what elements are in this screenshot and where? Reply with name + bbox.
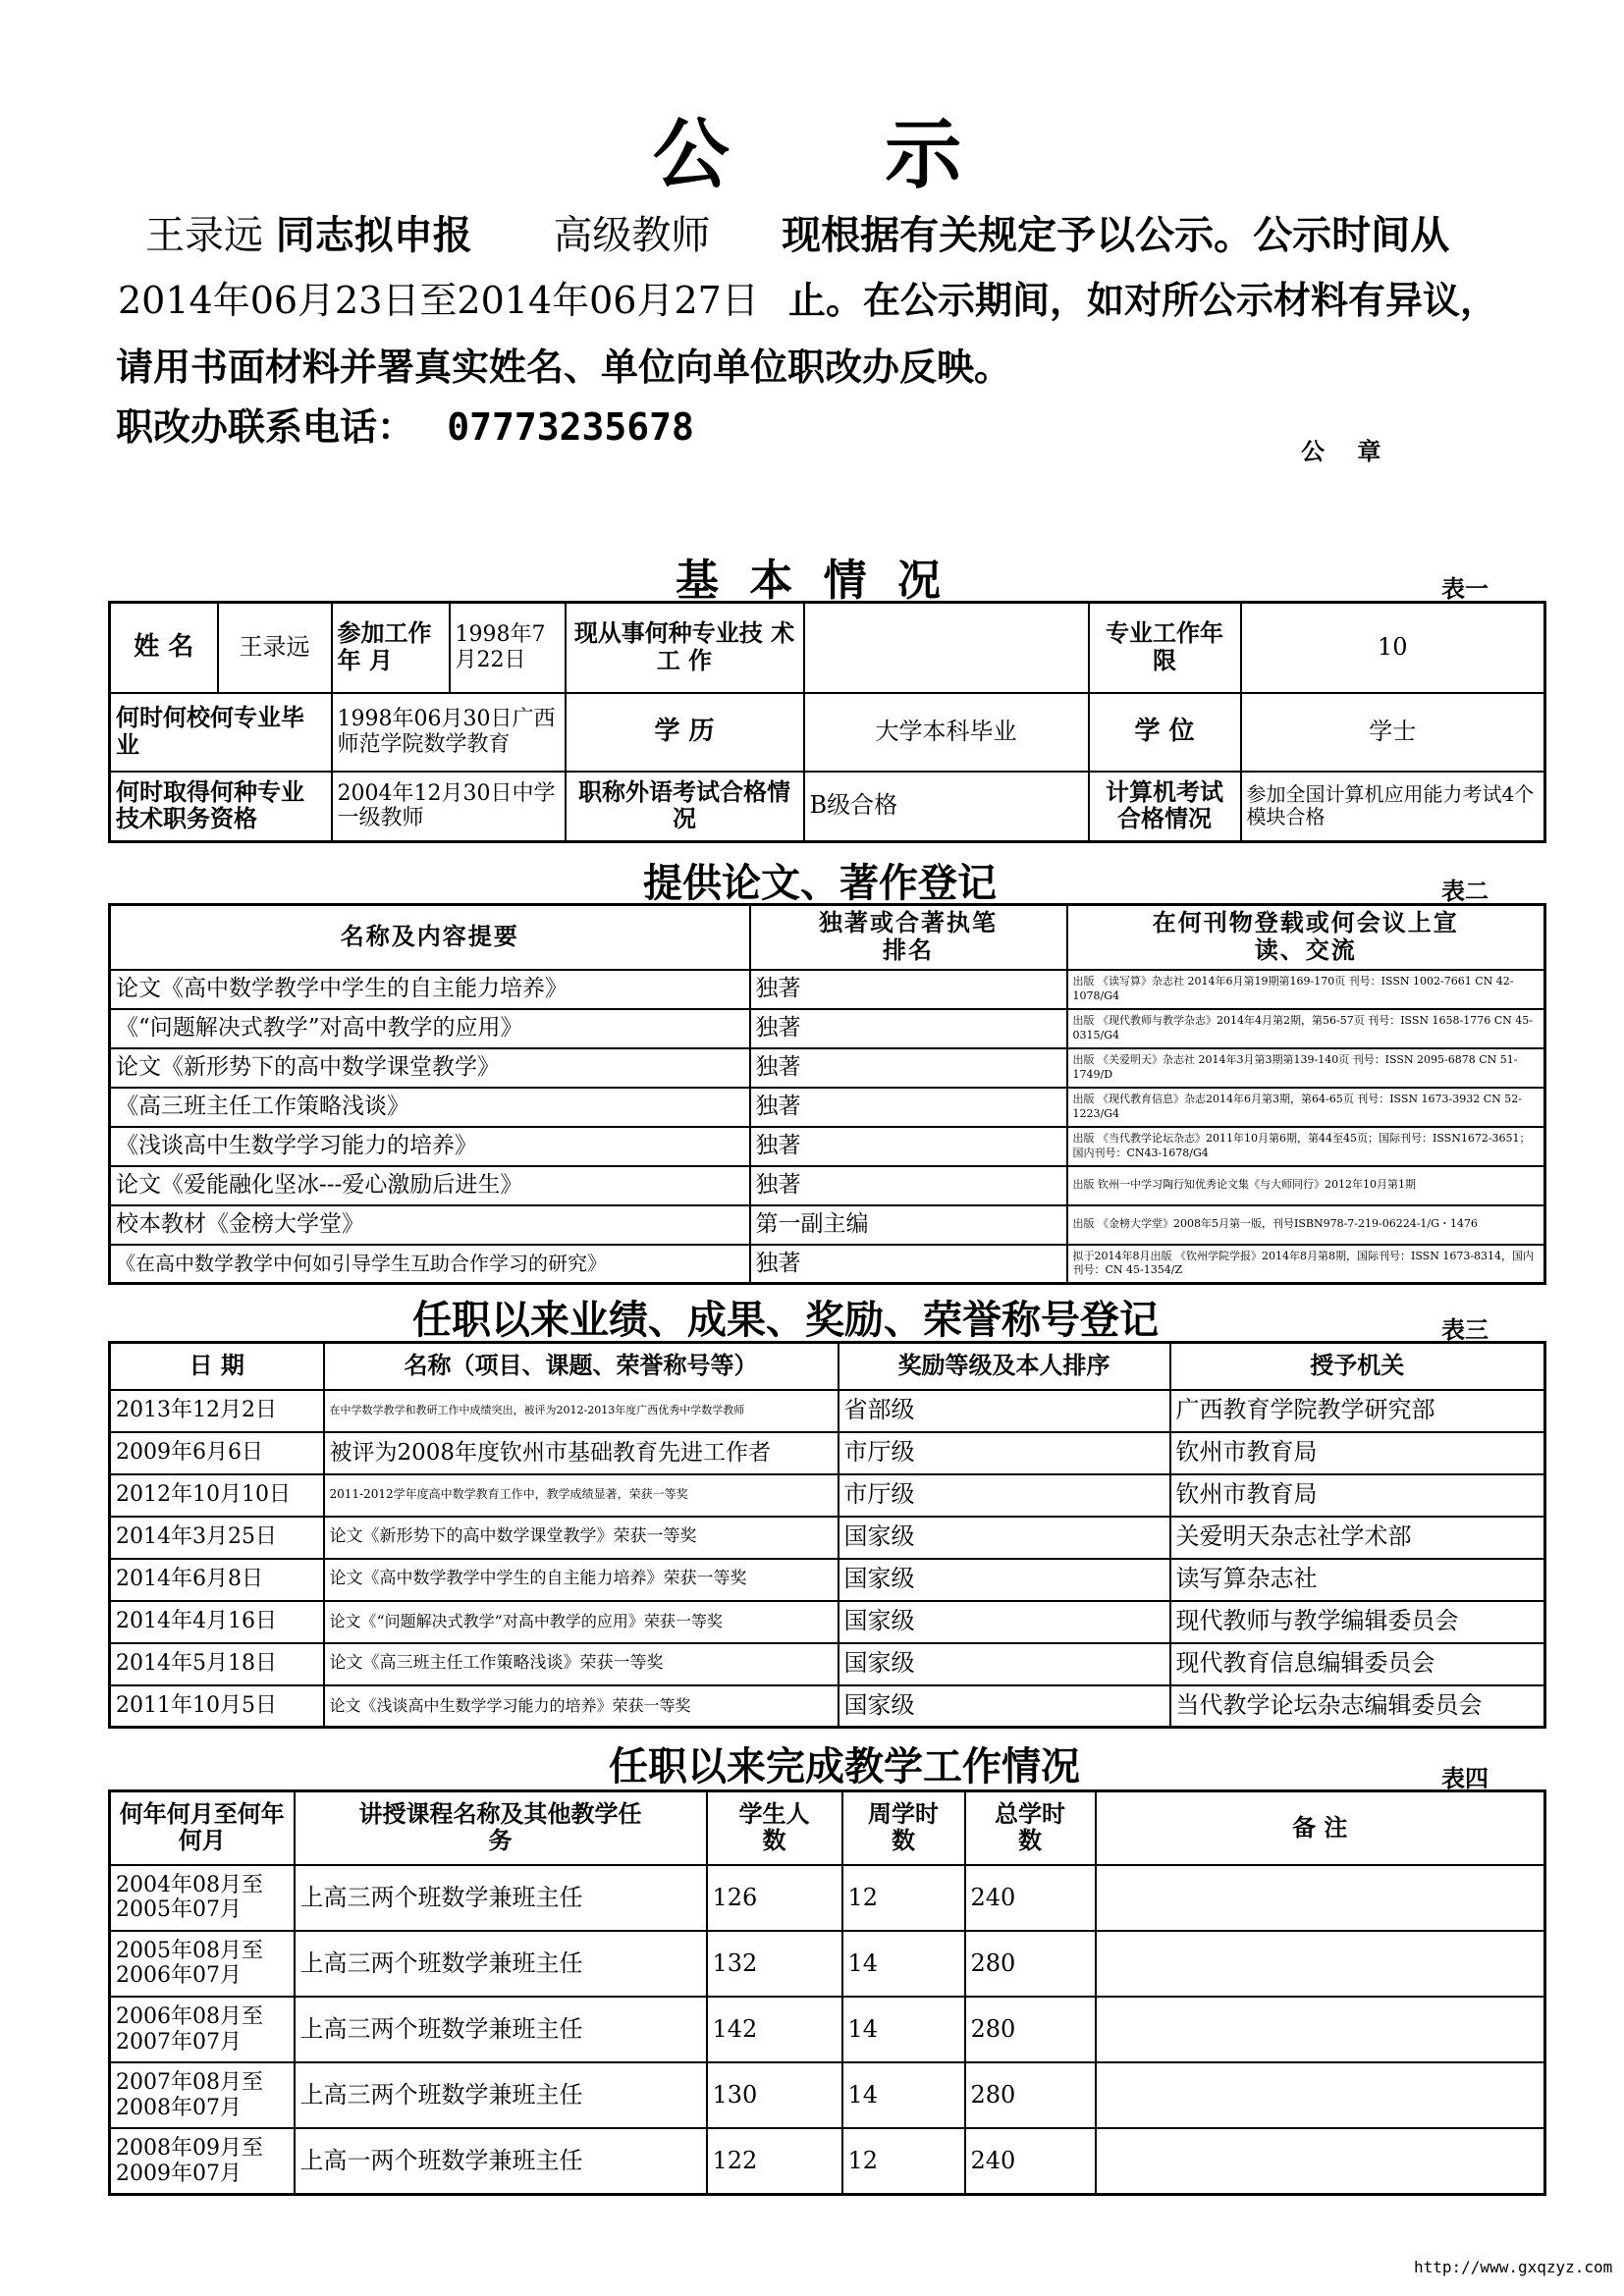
label-major: 现从事何种专业技 术 工 作 <box>566 603 804 693</box>
paper-author: 独著 <box>750 970 1067 1009</box>
phone-label: 职改办联系电话： <box>116 405 415 449</box>
teaching-students: 122 <box>707 2128 842 2194</box>
award-level: 国家级 <box>839 1685 1170 1728</box>
notice-period: 2014年06月23日至2014年06月27日 <box>118 279 759 322</box>
paper-venue: 出版 钦州一中学习陶行知优秀论文集《与大师同行》2012年10月第1期 <box>1067 1166 1545 1205</box>
paper-venue: 出版 《现代教育信息》杂志2014年6月第3期，第64-65页 刊号：ISSN 1673-3932 CN 52-1223/G4 <box>1067 1088 1545 1127</box>
paper-title: 《“问题解决式教学”对高中教学的应用》 <box>110 1009 750 1048</box>
teaching-notes <box>1096 1997 1545 2062</box>
table-row <box>110 1009 1545 1048</box>
section-title-papers: 提供论文、著作登记 <box>643 861 997 906</box>
papers-table <box>108 903 1546 1285</box>
teaching-total-hours: 280 <box>965 2062 1096 2128</box>
label-computer-exam: 计算机考试合格情况 <box>1089 772 1241 842</box>
award-level: 国家级 <box>839 1559 1170 1601</box>
official-seal: 公 章 <box>1301 438 1381 465</box>
teaching-period: 2004年08月至2005年07月 <box>110 1865 295 1931</box>
value-years: 10 <box>1241 603 1545 693</box>
notice-line2-rest: 止。在公示期间，如对所公示材料有异议， <box>787 279 1497 322</box>
teaching-course: 上高三两个班数学兼班主任 <box>295 2062 707 2128</box>
award-name: 论文《“问题解决式教学”对高中教学的应用》荣获一等奖 <box>324 1601 839 1643</box>
paper-venue: 出版 《读写算》杂志社 2014年6月第19期第169-170页 刊号：ISSN 1002-7661 CN 42-1078/G4 <box>1067 970 1545 1009</box>
value-education: 大学本科毕业 <box>804 693 1089 772</box>
table-row <box>110 2128 1545 2194</box>
paper-author: 独著 <box>750 1009 1067 1048</box>
notice-line-2 <box>118 270 1497 324</box>
award-name: 论文《新形势下的高中数学课堂教学》荣获一等奖 <box>324 1517 839 1559</box>
award-issuer: 广西教育学院教学研究部 <box>1170 1390 1545 1432</box>
table-number-3: 表三 <box>1441 1316 1489 1344</box>
applied-rank: 高级教师 <box>553 213 711 258</box>
teaching-header-notes: 备 注 <box>1096 1791 1545 1865</box>
award-date: 2009年6月6日 <box>110 1432 324 1474</box>
award-issuer: 钦州市教育局 <box>1170 1432 1545 1474</box>
teaching-period: 2006年08月至2007年07月 <box>110 1997 295 2062</box>
teaching-course: 上高一两个班数学兼班主任 <box>295 2128 707 2194</box>
notice-desc: 现根据有关规定予以公示。公示时间从 <box>782 213 1450 258</box>
paper-title: 《高三班主任工作策略浅谈》 <box>110 1088 750 1127</box>
teaching-weekly-hours: 12 <box>842 1865 965 1931</box>
award-date: 2014年4月16日 <box>110 1601 324 1643</box>
table-row <box>110 1559 1545 1601</box>
table-row <box>110 1088 1545 1127</box>
award-date: 2014年5月18日 <box>110 1643 324 1685</box>
award-date: 2012年10月10日 <box>110 1474 324 1517</box>
paper-venue: 拟于2014年8月出版 《钦州学院学报》2014年8月第8期，国际刊号：ISSN 1673-8314，国内刊号：CN 45-1354/Z <box>1067 1245 1545 1284</box>
teaching-period: 2008年09月至2009年07月 <box>110 2128 295 2194</box>
table-row <box>110 1432 1545 1474</box>
award-issuer: 当代教学论坛杂志编辑委员会 <box>1170 1685 1545 1728</box>
paper-title: 论文《新形势下的高中数学课堂教学》 <box>110 1048 750 1088</box>
award-issuer: 读写算杂志社 <box>1170 1559 1545 1601</box>
table-row <box>110 1166 1545 1205</box>
awards-header-level: 奖励等级及本人排序 <box>839 1343 1170 1390</box>
table-row <box>110 1601 1545 1643</box>
award-name: 在中学数学教学和教研工作中成绩突出，被评为2012-2013年度广西优秀中学数学教师 <box>324 1390 839 1432</box>
footer-url-link[interactable]: http://www.gxqzyz.com <box>1414 2258 1613 2276</box>
paper-author: 第一副主编 <box>750 1205 1067 1245</box>
table-number-2: 表二 <box>1441 878 1489 905</box>
award-issuer: 钦州市教育局 <box>1170 1474 1545 1517</box>
section-title-teaching: 任职以来完成教学工作情况 <box>609 1744 1080 1789</box>
value-computer-exam: 参加全国计算机应用能力考试4个模块合格 <box>1241 772 1545 842</box>
teaching-students: 126 <box>707 1865 842 1931</box>
award-date: 2014年3月25日 <box>110 1517 324 1559</box>
teaching-total-hours: 240 <box>965 2128 1096 2194</box>
teaching-header-total-hours: 总学时数 <box>965 1791 1096 1865</box>
notice-line-1 <box>145 204 1449 260</box>
teaching-course: 上高三两个班数学兼班主任 <box>295 1997 707 2062</box>
section-title-basic: 基 本 情 况 <box>676 556 948 606</box>
awards-table <box>108 1341 1546 1729</box>
paper-venue: 出版 《现代教师与教学杂志》2014年4月第2期，第56-57页 刊号：ISSN 1658-1776 CN 45-0315/G4 <box>1067 1009 1545 1048</box>
award-date: 2011年10月5日 <box>110 1685 324 1728</box>
table-row <box>110 1643 1545 1685</box>
teaching-weekly-hours: 12 <box>842 2128 965 2194</box>
label-degree: 学 位 <box>1089 693 1241 772</box>
teaching-total-hours: 280 <box>965 1997 1096 2062</box>
teaching-weekly-hours: 14 <box>842 2062 965 2128</box>
section-title-awards: 任职以来业绩、成果、奖励、荣誉称号登记 <box>412 1298 1159 1343</box>
paper-title: 校本教材《金榜大学堂》 <box>110 1205 750 1245</box>
paper-venue: 出版 《当代教学论坛杂志》2011年10月第6期，第44至45页；国际刊号：ISSN1672-3651；国内刊号：CN43-1678/G4 <box>1067 1127 1545 1166</box>
paper-author: 独著 <box>750 1048 1067 1088</box>
teaching-course: 上高三两个班数学兼班主任 <box>295 1931 707 1997</box>
notice-line-3: 请用书面材料并署真实姓名、单位向单位职改办反映。 <box>116 346 1012 389</box>
teaching-total-hours: 240 <box>965 1865 1096 1931</box>
award-name: 论文《高中数学教学中学生的自主能力培养》荣获一等奖 <box>324 1559 839 1601</box>
paper-venue: 出版 《关爱明天》杂志社 2014年3月第3期第139-140页 刊号：ISSN 2095-6878 CN 51-1749/D <box>1067 1048 1545 1088</box>
label-education: 学 历 <box>566 693 804 772</box>
teaching-header-course: 讲授课程名称及其他教学任务 <box>295 1791 707 1865</box>
awards-header-name: 名称（项目、课题、荣誉称号等） <box>324 1343 839 1390</box>
award-date: 2014年6月8日 <box>110 1559 324 1601</box>
table-row <box>110 1205 1545 1245</box>
award-name: 论文《高三班主任工作策略浅谈》荣获一等奖 <box>324 1643 839 1685</box>
paper-venue: 出版 《金榜大学堂》2008年5月第一版，刊号ISBN978-7-219-06224-1/G・1476 <box>1067 1205 1545 1245</box>
teaching-weekly-hours: 14 <box>842 1997 965 2062</box>
teaching-header-weekly-hours: 周学时数 <box>842 1791 965 1865</box>
value-graduation: 1998年06月30日广西师范学院数学教育 <box>332 693 566 772</box>
table-row <box>110 1685 1545 1728</box>
award-level: 市厅级 <box>839 1432 1170 1474</box>
paper-author: 独著 <box>750 1245 1067 1284</box>
paper-title: 论文《爱能融化坚冰---爱心激励后进生》 <box>110 1166 750 1205</box>
teaching-students: 142 <box>707 1997 842 2062</box>
table-row <box>110 1127 1545 1166</box>
teaching-course: 上高三两个班数学兼班主任 <box>295 1865 707 1931</box>
value-qualification: 2004年12月30日中学一级教师 <box>332 772 566 842</box>
teaching-header-period: 何年何月至何年何月 <box>110 1791 295 1865</box>
award-name: 2011-2012学年度高中数学教育工作中，教学成绩显著，荣获一等奖 <box>324 1474 839 1517</box>
teaching-header-students: 学生人数 <box>707 1791 842 1865</box>
award-date: 2013年12月2日 <box>110 1390 324 1432</box>
label-qualification: 何时取得何种专业技术职务资格 <box>110 772 332 842</box>
table-row <box>110 1931 1545 1997</box>
notice-intro: 同志拟申报 <box>275 213 472 258</box>
basic-info-table <box>108 601 1546 843</box>
awards-header-date: 日 期 <box>110 1343 324 1390</box>
table-row <box>110 1048 1545 1088</box>
table-number-4: 表四 <box>1441 1765 1489 1792</box>
table-row <box>110 970 1545 1009</box>
value-name: 王录远 <box>218 603 332 693</box>
label-language-exam: 职称外语考试合格情况 <box>566 772 804 842</box>
award-issuer: 关爱明天杂志社学术部 <box>1170 1517 1545 1559</box>
value-language-exam: B级合格 <box>804 772 1089 842</box>
teaching-total-hours: 280 <box>965 1931 1096 1997</box>
teaching-notes <box>1096 2128 1545 2194</box>
table-row <box>110 1245 1545 1284</box>
paper-title: 《浅谈高中生数学学习能力的培养》 <box>110 1127 750 1166</box>
label-name: 姓 名 <box>110 603 218 693</box>
award-level: 省部级 <box>839 1390 1170 1432</box>
award-level: 国家级 <box>839 1601 1170 1643</box>
table-row <box>110 2062 1545 2128</box>
value-work-start: 1998年7月22日 <box>450 603 566 693</box>
table-row <box>110 1390 1545 1432</box>
award-issuer: 现代教育信息编辑委员会 <box>1170 1643 1545 1685</box>
award-level: 国家级 <box>839 1643 1170 1685</box>
award-name: 论文《浅谈高中生数学学习能力的培养》荣获一等奖 <box>324 1685 839 1728</box>
table-row <box>110 1474 1545 1517</box>
teaching-notes <box>1096 1931 1545 1997</box>
papers-header-title: 名称及内容提要 <box>110 905 750 970</box>
papers-header-venue: 在何刊物登载或何会议上宣读、交流 <box>1067 905 1545 970</box>
table-row <box>110 1865 1545 1931</box>
award-level: 国家级 <box>839 1517 1170 1559</box>
teaching-notes <box>1096 1865 1545 1931</box>
phone-line <box>116 397 694 451</box>
paper-title: 《在高中数学教学中何如引导学生互助合作学习的研究》 <box>110 1245 750 1284</box>
teaching-period: 2007年08月至2008年07月 <box>110 2062 295 2128</box>
teaching-table <box>108 1789 1546 2196</box>
table-row <box>110 1517 1545 1559</box>
teaching-students: 130 <box>707 2062 842 2128</box>
paper-author: 独著 <box>750 1127 1067 1166</box>
teaching-weekly-hours: 14 <box>842 1931 965 1997</box>
award-name: 被评为2008年度钦州市基础教育先进工作者 <box>324 1432 839 1474</box>
table-number-1: 表一 <box>1441 575 1489 603</box>
teaching-students: 132 <box>707 1931 842 1997</box>
label-graduation: 何时何校何专业毕 业 <box>110 693 332 772</box>
teaching-period: 2005年08月至2006年07月 <box>110 1931 295 1997</box>
awards-header-issuer: 授予机关 <box>1170 1343 1545 1390</box>
applicant-name: 王录远 <box>145 213 263 258</box>
teaching-notes <box>1096 2062 1545 2128</box>
papers-header-author: 独著或合著执笔排名 <box>750 905 1067 970</box>
award-issuer: 现代教师与教学编辑委员会 <box>1170 1601 1545 1643</box>
label-work-start: 参加工作年 月 <box>332 603 450 693</box>
paper-title: 论文《高中数学教学中学生的自主能力培养》 <box>110 970 750 1009</box>
phone-number: 07773235678 <box>447 405 694 449</box>
award-level: 市厅级 <box>839 1474 1170 1517</box>
paper-author: 独著 <box>750 1166 1067 1205</box>
value-major <box>804 603 1089 693</box>
page-title: 公 示 <box>652 111 972 199</box>
label-years: 专业工作年 限 <box>1089 603 1241 693</box>
paper-author: 独著 <box>750 1088 1067 1127</box>
table-row <box>110 1997 1545 2062</box>
value-degree: 学士 <box>1241 693 1545 772</box>
